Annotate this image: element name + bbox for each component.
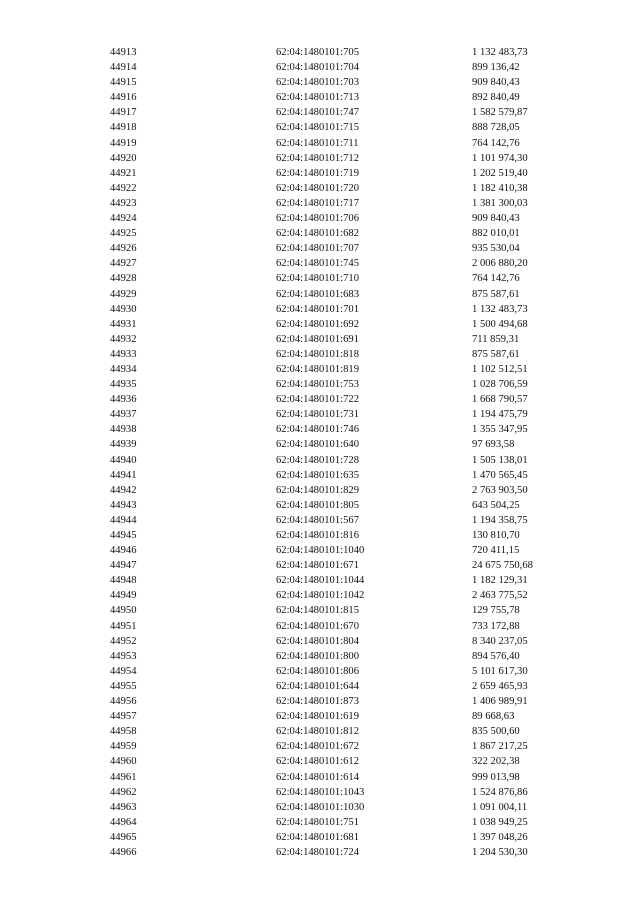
table-row — [0, 120, 640, 135]
row-number: 44959 — [110, 741, 137, 753]
row-number: 44949 — [110, 590, 137, 602]
row-number: 44913 — [110, 47, 137, 58]
cadastral-number: 62:04:1480101:805 — [276, 499, 359, 511]
cadastral-number: 62:04:1480101:800 — [276, 650, 359, 662]
table-row — [0, 468, 640, 483]
row-number: 44940 — [110, 454, 137, 466]
cadastral-value: 8 340 237,05 — [472, 635, 528, 647]
row-number: 44919 — [110, 137, 137, 149]
table-row — [0, 377, 640, 392]
cadastral-value: 1 381 300,03 — [472, 197, 528, 209]
row-number: 44929 — [110, 288, 137, 300]
table-row — [0, 196, 640, 211]
row-number: 44928 — [110, 273, 137, 285]
cadastral-value: 882 010,01 — [472, 228, 520, 240]
cadastral-number: 62:04:1480101:670 — [276, 620, 359, 632]
cadastral-number: 62:04:1480101:644 — [276, 680, 359, 692]
table-row — [0, 815, 640, 830]
cadastral-value: 2 763 903,50 — [472, 484, 528, 496]
cadastral-value: 1 500 494,68 — [472, 318, 528, 330]
table-row — [0, 453, 640, 468]
cadastral-value: 888 728,05 — [472, 122, 520, 134]
table-row — [0, 679, 640, 694]
table-row — [0, 60, 640, 75]
row-number: 44917 — [110, 107, 137, 119]
row-number: 44944 — [110, 514, 137, 526]
row-number: 44930 — [110, 303, 137, 315]
cadastral-number: 62:04:1480101:806 — [276, 665, 359, 677]
cadastral-number: 62:04:1480101:745 — [276, 258, 359, 270]
table-row — [0, 724, 640, 739]
cadastral-number: 62:04:1480101:873 — [276, 696, 359, 708]
cadastral-value: 909 840,43 — [472, 213, 520, 225]
table-row — [0, 166, 640, 181]
cadastral-number: 62:04:1480101:614 — [276, 771, 359, 783]
table-row — [0, 317, 640, 332]
table-row — [0, 543, 640, 558]
cadastral-number: 62:04:1480101:728 — [276, 454, 359, 466]
row-number: 44935 — [110, 379, 137, 391]
table-row — [0, 588, 640, 603]
cadastral-value: 1 182 410,38 — [472, 182, 528, 194]
cadastral-number: 62:04:1480101:681 — [276, 831, 359, 843]
cadastral-number: 62:04:1480101:724 — [276, 846, 359, 858]
cadastral-value: 130 810,70 — [472, 530, 520, 541]
table-row — [0, 830, 640, 845]
row-number: 44955 — [110, 680, 137, 692]
cadastral-value: 1 038 949,25 — [472, 816, 528, 828]
cadastral-value: 764 142,76 — [472, 137, 520, 149]
cadastral-number: 62:04:1480101:707 — [276, 243, 359, 255]
cadastral-value: 1 182 129,31 — [472, 575, 528, 587]
cadastral-value: 1 194 475,79 — [472, 409, 528, 421]
cadastral-value: 1 397 048,26 — [472, 831, 528, 843]
table-row — [0, 437, 640, 452]
cadastral-value: 1 470 565,45 — [472, 469, 528, 481]
row-number: 44951 — [110, 620, 137, 632]
table-row — [0, 287, 640, 302]
table-row — [0, 694, 640, 709]
cadastral-number: 62:04:1480101:818 — [276, 348, 359, 360]
cadastral-number: 62:04:1480101:635 — [276, 469, 359, 481]
row-number: 44962 — [110, 786, 137, 798]
cadastral-value: 894 576,40 — [472, 650, 520, 662]
cadastral-value: 999 013,98 — [472, 771, 520, 783]
cadastral-value: 1 091 004,11 — [472, 801, 528, 813]
row-number: 44934 — [110, 363, 137, 375]
row-number: 44953 — [110, 650, 137, 662]
cadastral-value: 1 028 706,59 — [472, 379, 528, 391]
table-row — [0, 800, 640, 815]
cadastral-number: 62:04:1480101:731 — [276, 409, 359, 421]
row-number: 44960 — [110, 756, 137, 768]
cadastral-value: 89 668,63 — [472, 711, 515, 723]
table-row — [0, 256, 640, 271]
cadastral-number: 62:04:1480101:719 — [276, 167, 359, 179]
cadastral-value: 875 587,61 — [472, 348, 520, 360]
cadastral-number: 62:04:1480101:691 — [276, 333, 359, 345]
cadastral-value: 1 668 790,57 — [472, 394, 528, 406]
table-row — [0, 362, 640, 377]
cadastral-number: 62:04:1480101:713 — [276, 92, 359, 104]
row-number: 44926 — [110, 243, 137, 255]
cadastral-value: 5 101 617,30 — [472, 665, 528, 677]
row-number: 44921 — [110, 167, 137, 179]
cadastral-number: 62:04:1480101:717 — [276, 197, 359, 209]
cadastral-number: 62:04:1480101:711 — [276, 137, 359, 149]
row-number: 44914 — [110, 62, 137, 74]
table-row — [0, 151, 640, 166]
cadastral-value: 1 505 138,01 — [472, 454, 528, 466]
cadastral-value: 733 172,88 — [472, 620, 520, 632]
table-row — [0, 90, 640, 105]
row-number: 44941 — [110, 469, 137, 481]
cadastral-number: 62:04:1480101:720 — [276, 182, 359, 194]
row-number: 44931 — [110, 318, 137, 330]
row-number: 44946 — [110, 545, 137, 557]
cadastral-value: 24 675 750,68 — [472, 560, 533, 572]
cadastral-value-table — [0, 45, 640, 860]
row-number: 44915 — [110, 77, 137, 89]
cadastral-number: 62:04:1480101:746 — [276, 424, 359, 436]
table-row — [0, 75, 640, 90]
cadastral-value: 322 202,38 — [472, 756, 520, 768]
cadastral-value: 892 840,49 — [472, 92, 520, 104]
cadastral-number: 62:04:1480101:683 — [276, 288, 359, 300]
cadastral-value: 1 524 876,86 — [472, 786, 528, 798]
table-row — [0, 226, 640, 241]
cadastral-value: 935 530,04 — [472, 243, 520, 255]
row-number: 44956 — [110, 696, 137, 708]
cadastral-number: 62:04:1480101:567 — [276, 514, 359, 526]
table-row — [0, 45, 640, 60]
row-number: 44961 — [110, 771, 137, 783]
row-number: 44932 — [110, 333, 137, 345]
row-number: 44945 — [110, 530, 137, 541]
cadastral-value: 1 132 483,73 — [472, 47, 528, 58]
cadastral-value: 1 132 483,73 — [472, 303, 528, 315]
table-row — [0, 483, 640, 498]
table-row — [0, 709, 640, 724]
cadastral-value: 2 006 880,20 — [472, 258, 528, 270]
table-row — [0, 603, 640, 618]
row-number: 44916 — [110, 92, 137, 104]
cadastral-value: 2 659 465,93 — [472, 680, 528, 692]
cadastral-value: 1 202 519,40 — [472, 167, 528, 179]
row-number: 44965 — [110, 831, 137, 843]
row-number: 44936 — [110, 394, 137, 406]
cadastral-value: 835 500,60 — [472, 726, 520, 738]
cadastral-value: 1 406 989,91 — [472, 696, 528, 708]
table-row — [0, 573, 640, 588]
table-row — [0, 634, 640, 649]
row-number: 44954 — [110, 665, 137, 677]
row-number: 44927 — [110, 258, 137, 270]
row-number: 44943 — [110, 499, 137, 511]
row-number: 44922 — [110, 182, 137, 194]
cadastral-number: 62:04:1480101:812 — [276, 726, 359, 738]
cadastral-value: 711 859,31 — [472, 333, 520, 345]
cadastral-number: 62:04:1480101:640 — [276, 439, 359, 451]
table-row — [0, 181, 640, 196]
cadastral-number: 62:04:1480101:672 — [276, 741, 359, 753]
row-number: 44924 — [110, 213, 137, 225]
row-number: 44952 — [110, 635, 137, 647]
table-row — [0, 392, 640, 407]
cadastral-value: 720 411,15 — [472, 545, 520, 557]
cadastral-number: 62:04:1480101:804 — [276, 635, 359, 647]
table-row — [0, 332, 640, 347]
cadastral-number: 62:04:1480101:712 — [276, 152, 359, 164]
cadastral-value: 1 355 347,95 — [472, 424, 528, 436]
row-number: 44938 — [110, 424, 137, 436]
cadastral-number: 62:04:1480101:705 — [276, 47, 359, 58]
cadastral-value: 875 587,61 — [472, 288, 520, 300]
table-row — [0, 105, 640, 120]
table-row — [0, 211, 640, 226]
cadastral-number: 62:04:1480101:703 — [276, 77, 359, 89]
table-row — [0, 347, 640, 362]
row-number: 44947 — [110, 560, 137, 572]
cadastral-value: 129 755,78 — [472, 605, 520, 617]
cadastral-value: 643 504,25 — [472, 499, 520, 511]
table-row — [0, 498, 640, 513]
row-number: 44964 — [110, 816, 137, 828]
cadastral-number: 62:04:1480101:819 — [276, 363, 359, 375]
cadastral-number: 62:04:1480101:710 — [276, 273, 359, 285]
table-row — [0, 136, 640, 151]
cadastral-number: 62:04:1480101:706 — [276, 213, 359, 225]
row-number: 44923 — [110, 197, 137, 209]
table-row — [0, 528, 640, 543]
cadastral-number: 62:04:1480101:1044 — [276, 575, 365, 587]
table-row — [0, 664, 640, 679]
table-row — [0, 241, 640, 256]
table-row — [0, 302, 640, 317]
cadastral-number: 62:04:1480101:682 — [276, 228, 359, 240]
cadastral-number: 62:04:1480101:747 — [276, 107, 359, 119]
cadastral-number: 62:04:1480101:612 — [276, 756, 359, 768]
cadastral-value: 1 194 358,75 — [472, 514, 528, 526]
cadastral-number: 62:04:1480101:1040 — [276, 545, 365, 557]
cadastral-number: 62:04:1480101:704 — [276, 62, 359, 74]
cadastral-value: 1 101 974,30 — [472, 152, 528, 164]
cadastral-value: 909 840,43 — [472, 77, 520, 89]
cadastral-value: 1 582 579,87 — [472, 107, 528, 119]
table-row — [0, 770, 640, 785]
cadastral-number: 62:04:1480101:1042 — [276, 590, 365, 602]
table-row — [0, 845, 640, 860]
row-number: 44942 — [110, 484, 137, 496]
row-number: 44939 — [110, 439, 137, 451]
table-row — [0, 785, 640, 800]
cadastral-number: 62:04:1480101:715 — [276, 122, 359, 134]
cadastral-number: 62:04:1480101:692 — [276, 318, 359, 330]
cadastral-value: 1 102 512,51 — [472, 363, 528, 375]
cadastral-value: 1 204 530,30 — [472, 846, 528, 858]
table-row — [0, 649, 640, 664]
table-row — [0, 619, 640, 634]
table-row — [0, 754, 640, 769]
cadastral-number: 62:04:1480101:751 — [276, 816, 359, 828]
cadastral-number: 62:04:1480101:1043 — [276, 786, 365, 798]
cadastral-number: 62:04:1480101:619 — [276, 711, 359, 723]
row-number: 44925 — [110, 228, 137, 240]
row-number: 44920 — [110, 152, 137, 164]
row-number: 44948 — [110, 575, 137, 587]
table-row — [0, 513, 640, 528]
row-number: 44957 — [110, 711, 137, 723]
row-number: 44918 — [110, 122, 137, 134]
cadastral-value: 899 136,42 — [472, 62, 520, 74]
table-row — [0, 407, 640, 422]
cadastral-number: 62:04:1480101:815 — [276, 605, 359, 617]
cadastral-value: 97 693,58 — [472, 439, 515, 451]
cadastral-number: 62:04:1480101:1030 — [276, 801, 365, 813]
cadastral-number: 62:04:1480101:829 — [276, 484, 359, 496]
cadastral-value: 2 463 775,52 — [472, 590, 528, 602]
row-number: 44937 — [110, 409, 137, 421]
cadastral-number: 62:04:1480101:722 — [276, 394, 359, 406]
cadastral-number: 62:04:1480101:701 — [276, 303, 359, 315]
row-number: 44958 — [110, 726, 137, 738]
row-number: 44963 — [110, 801, 137, 813]
cadastral-value: 1 867 217,25 — [472, 741, 528, 753]
table-row — [0, 739, 640, 754]
cadastral-number: 62:04:1480101:753 — [276, 379, 359, 391]
table-row — [0, 558, 640, 573]
row-number: 44950 — [110, 605, 137, 617]
row-number: 44933 — [110, 348, 137, 360]
cadastral-number: 62:04:1480101:816 — [276, 530, 359, 541]
row-number: 44966 — [110, 846, 137, 858]
cadastral-value: 764 142,76 — [472, 273, 520, 285]
cadastral-number: 62:04:1480101:671 — [276, 560, 359, 572]
table-row — [0, 422, 640, 437]
table-row — [0, 271, 640, 286]
